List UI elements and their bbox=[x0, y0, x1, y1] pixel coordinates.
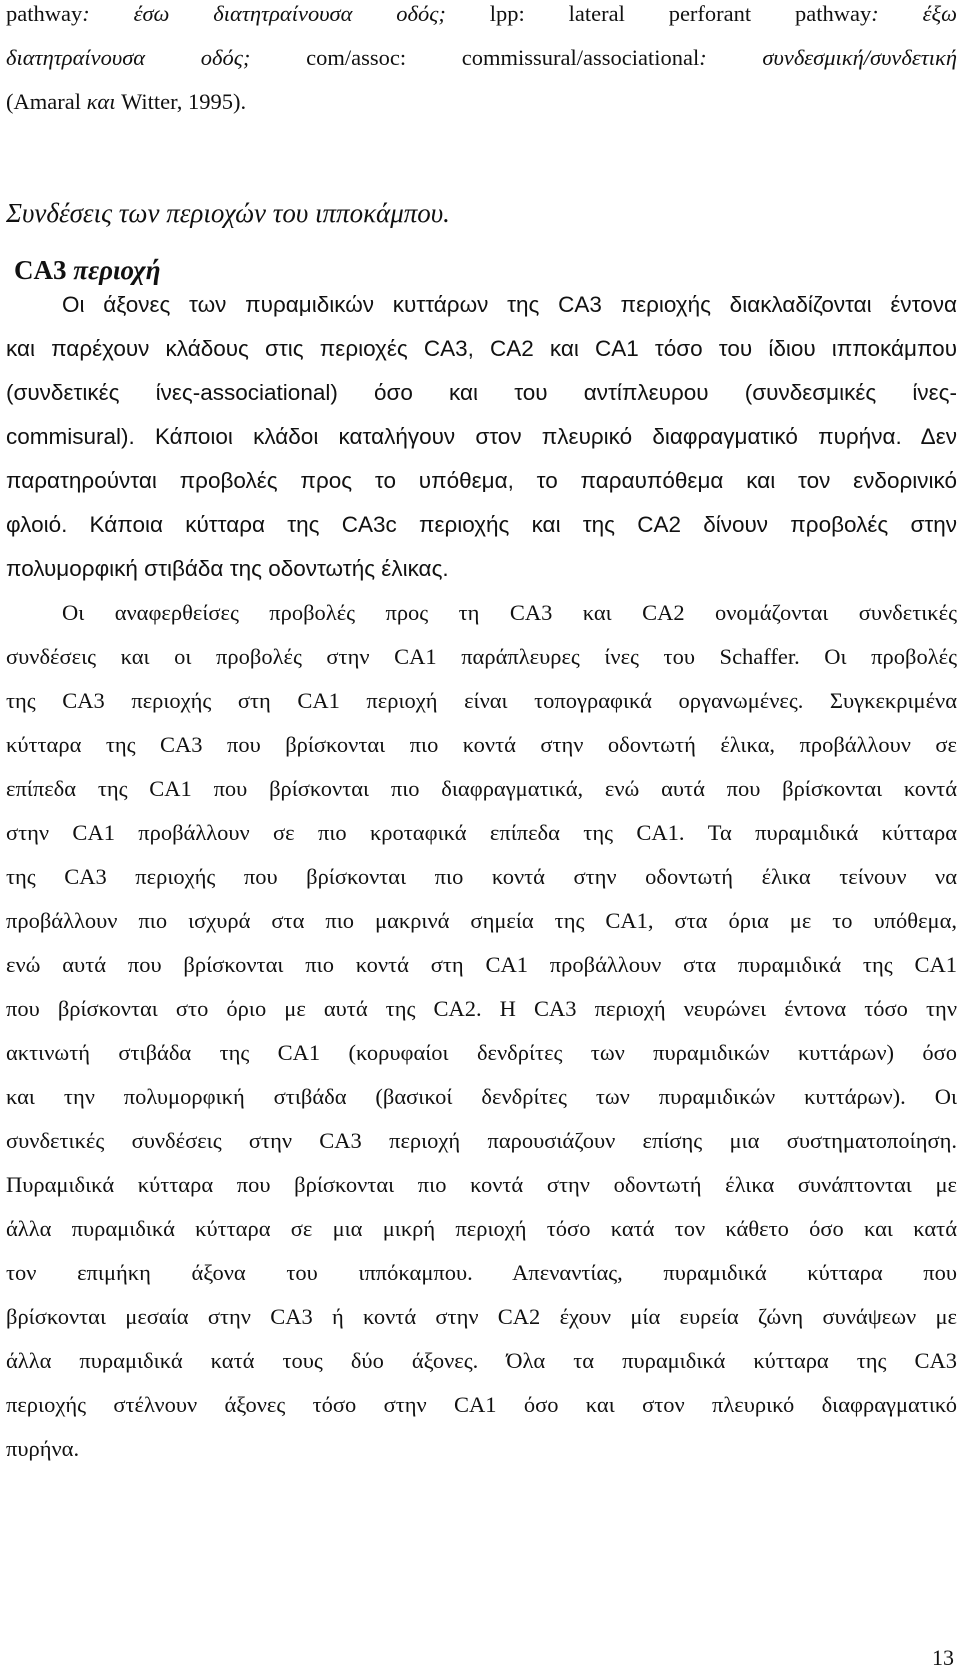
paragraph-1-line: φλοιό. Κάποια κύτταρα της CA3c περιοχής και της CA2 δίνουν προβολές στην bbox=[6, 512, 957, 537]
subsection-title-prefix: CA3 bbox=[14, 255, 67, 285]
paragraph-2-line: προβάλλουν πιο ισχυρά στα πιο μακρινά σημεία της CA1, στα όρια με το υπόθεμα, bbox=[6, 908, 957, 933]
paragraph-2-line: άλλα πυραμιδικά κύτταρα σε μια μικρή περιοχή τόσο κατά τον κάθετο όσο και κατά bbox=[6, 1216, 957, 1241]
paragraph-2-line: Οι αναφερθείσες προβολές προς τη CA3 και CA2 ονομάζονται συνδετικές bbox=[62, 600, 957, 625]
paragraph-1-line: πολυμορφική στιβάδα της οδοντωτής έλικας. bbox=[6, 556, 449, 581]
paragraph-2-line: που βρίσκονται στο όριο με αυτά της CA2. Η CA3 περιοχή νευρώνει έντονα τόσο την bbox=[6, 996, 957, 1021]
paragraph-1-line: Οι άξονες των πυραμιδικών κυττάρων της CA3 περιοχής διακλαδίζονται έντονα bbox=[62, 292, 957, 317]
paragraph-2-line: πυρήνα. bbox=[6, 1436, 80, 1461]
top-line-2-b: com/assoc: commissural/associational bbox=[250, 45, 700, 70]
top-line-1-a: pathway bbox=[6, 1, 83, 26]
top-line-3-a: (Amaral bbox=[6, 89, 87, 114]
paragraph-1-line: και παρέχουν κλάδους στις περιοχές CA3, CA2 και CA1 τόσο του ίδιου ιπποκάμπου bbox=[6, 336, 957, 361]
page-number: 13 bbox=[932, 1645, 954, 1670]
subsection-title-rest: περιοχή bbox=[66, 255, 161, 285]
top-line-2-c: : συνδεσμική/συνδετική bbox=[699, 45, 957, 70]
paragraph-2-line: της CA3 περιοχής που βρίσκονται πιο κοντά στην οδοντωτή έλικα τείνουν να bbox=[6, 864, 957, 889]
paragraph-1-line: commisural). Κάποιοι κλάδοι καταλήγουν στον πλευρικό διαφραγματικό πυρήνα. Δεν bbox=[6, 424, 957, 449]
paragraph-2-line: συνδετικές συνδέσεις στην CA3 περιοχή παρουσιάζουν επίσης μια συστηματοποίηση. bbox=[6, 1128, 957, 1153]
paragraph-2-line: συνδέσεις και οι προβολές στην CA1 παράπλευρες ίνες του Schaffer. Οι προβολές bbox=[6, 644, 957, 669]
top-line-2-a: διατητραίνουσα οδός; bbox=[6, 45, 251, 70]
paragraph-2-line: άλλα πυραμιδικά κατά τους δύο άξονες. Όλα τα πυραμιδικά κύτταρα της CA3 bbox=[6, 1348, 957, 1373]
paragraph-2-line: ενώ αυτά που βρίσκονται πιο κοντά στη CA1 προβάλλουν στα πυραμιδικά της CA1 bbox=[6, 952, 957, 977]
top-line-2 bbox=[6, 44, 957, 72]
paragraph-1-line: παρατηρούνται προβολές προς το υπόθεμα, το παραυπόθεμα και τον ενδορινικό bbox=[6, 468, 957, 493]
paragraph-2-line: ακτινωτή στιβάδα της CA1 (κορυφαίοι δενδρίτες των πυραμιδικών κυττάρων) όσο bbox=[6, 1040, 957, 1065]
paragraph-2-line: κύτταρα της CA3 που βρίσκονται πιο κοντά στην οδοντωτή έλικα, προβάλλουν σε bbox=[6, 732, 957, 757]
subsection-title bbox=[14, 253, 161, 287]
section-title: Συνδέσεις των περιοχών του ιπποκάμπου. bbox=[6, 198, 450, 228]
paragraph-2-line: βρίσκονται μεσαία στην CA3 ή κοντά στην CA2 έχουν μία ευρεία ζώνη συνάψεων με bbox=[6, 1304, 957, 1329]
paragraph-2-line: στην CA1 προβάλλουν σε πιο κροταφικά επίπεδα της CA1. Τα πυραμιδικά κύτταρα bbox=[6, 820, 957, 845]
top-line-1 bbox=[6, 0, 957, 28]
paragraph-2-line: τον επιμήκη άξονα του ιππόκαμπου. Απεναντίας, πυραμιδικά κύτταρα που bbox=[6, 1260, 957, 1285]
top-line-3-c: Witter, 1995). bbox=[115, 89, 247, 114]
paragraph-2-line: και την πολυμορφική στιβάδα (βασικοί δενδρίτες των πυραμιδικών κυττάρων). Οι bbox=[6, 1084, 957, 1109]
top-line-3 bbox=[6, 88, 957, 116]
top-line-1-b: : έσω διατητραίνουσα οδός; bbox=[82, 1, 446, 26]
top-line-3-b: και bbox=[86, 89, 116, 114]
top-line-1-d: : έξω bbox=[871, 1, 957, 26]
top-line-1-c: lpp: lateral perforant pathway bbox=[445, 1, 872, 26]
paragraph-2-line: επίπεδα της CA1 που βρίσκονται πιο διαφραγματικά, ενώ αυτά που βρίσκονται κοντά bbox=[6, 776, 957, 801]
paragraph-2-line: Πυραμιδικά κύτταρα που βρίσκονται πιο κοντά στην οδοντωτή έλικα συνάπτονται με bbox=[6, 1172, 957, 1197]
paragraph-1-line: (συνδετικές ίνες-associational) όσο και του αντίπλευρου (συνδεσμικές ίνες- bbox=[6, 380, 957, 405]
paragraph-2-line: περιοχής στέλνουν άξονες τόσο στην CA1 όσο και στον πλευρικό διαφραγματικό bbox=[6, 1392, 957, 1417]
paragraph-2-line: της CA3 περιοχής στη CA1 περιοχή είναι τοπογραφικά οργανωμένες. Συγκεκριμένα bbox=[6, 688, 957, 713]
